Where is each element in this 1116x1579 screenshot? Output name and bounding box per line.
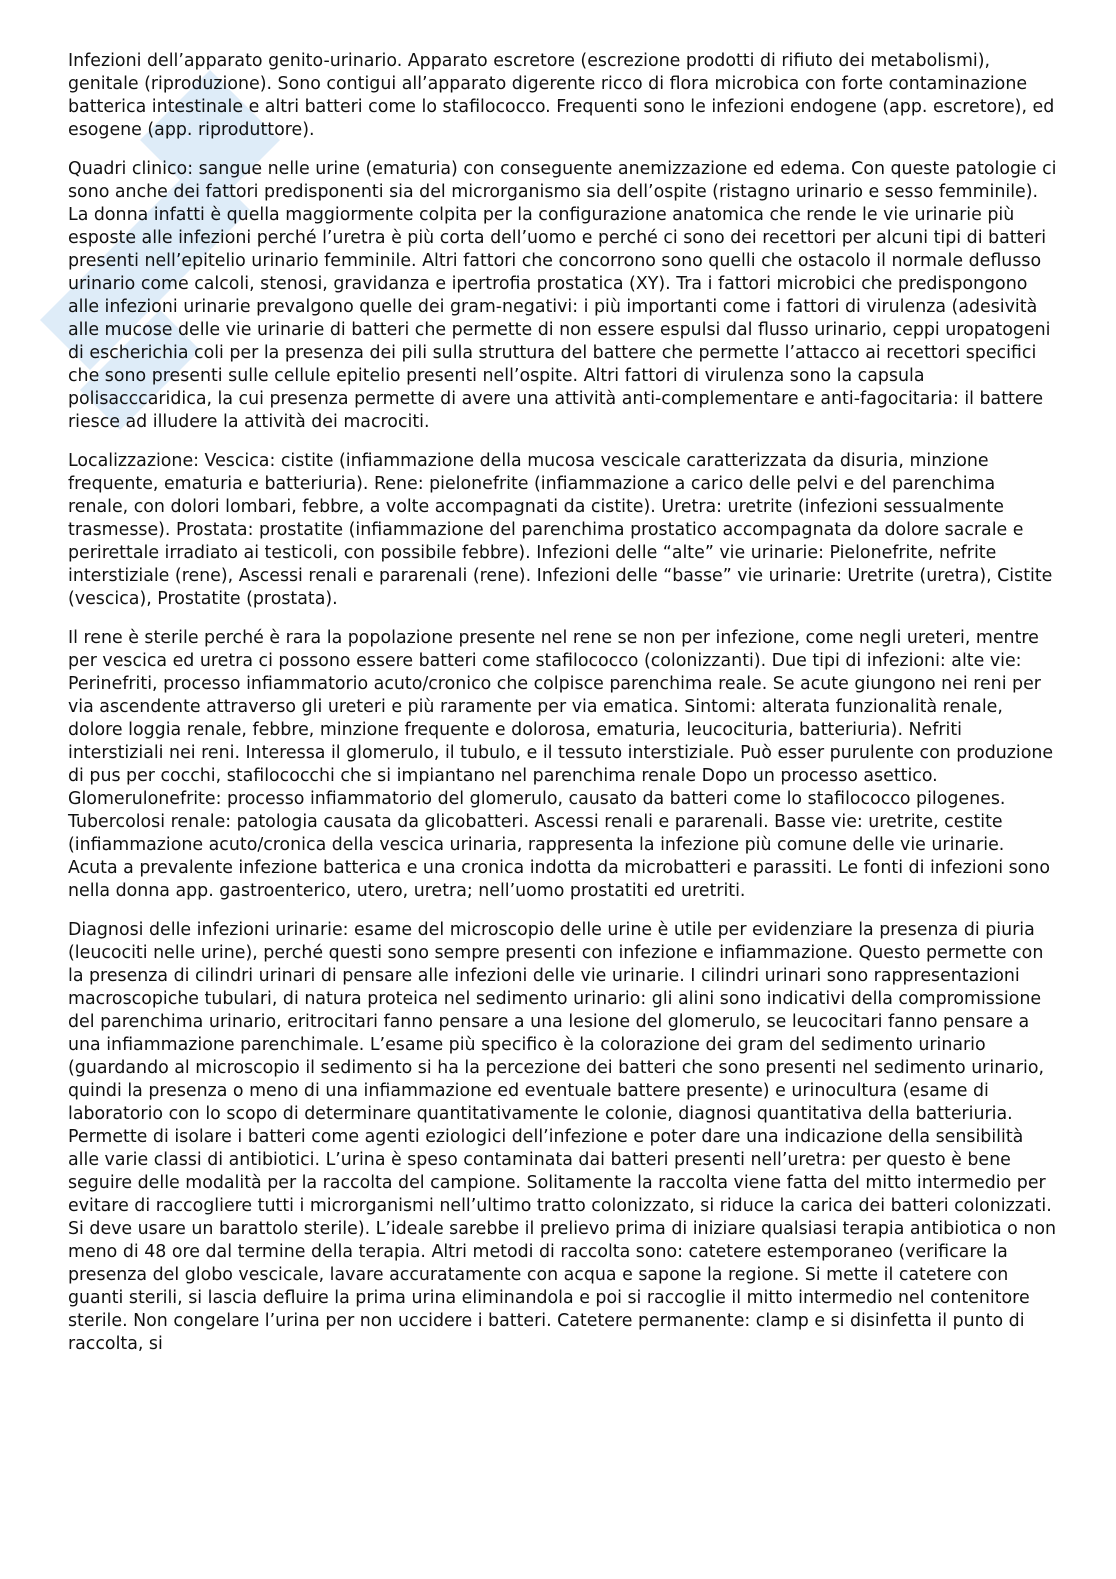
paragraph-rene: Il rene è sterile perché è rara la popolazione presente nel rene se non per infezione, come negli ureteri, mentre per vescica ed uretra ci possono essere batteri come stafilococco (colonizzanti). Due tipi di infezioni: alte vie: Perinefriti, processo infiammatorio acuto/cronico che colpisce parenchima reale. Se acute giungono nei reni per via ascendente attraverso gli ureteri e più raramente per via ematica. Sintomi: alterata funzionalità renale, dolore loggia renale, febbre, minzione frequente e dolorosa, ematuria, leucocituria, batteriuria). Nefriti interstiziali nei reni. Interessa il glomerulo, il tubulo, e il tessuto interstiziale. Può esser purulente con produzione di pus per cocchi, stafilococchi che si impiantano nel parenchima renale Dopo un processo asettico. Glomerulonefrite: processo infiammatorio del glomerulo, causato da batteri come lo stafilococco pilogenes. Tubercolosi renale: patologia causata da glicobatteri. Ascessi renali e pararenali. Basse vie: uretrite, cestite (infiammazione acuto/cronica della vescica urinaria, rappresenta la infezione più comune delle vie urinarie. Acuta a prevalente infezione batterica e una cronica indotta da microbatteri e parassiti. Le fonti di infezioni sono nella donna app. gastroenterico, utero, uretra; nell’uomo prostatiti ed uretriti.: [68, 628, 1054, 901]
paragraph-localizzazione: Localizzazione: Vescica: cistite (infiammazione della mucosa vescicale caratterizzata da disuria, minzione frequente, ematuria e batteriuria). Rene: pielonefrite (infiammazione a carico delle pelvi e del parenchima renale, con dolori lombari, febbre, a volte accompagnati da cistite). Uretra: uretrite (infezioni sessualmente trasmesse). Prostata: prostatite (infiammazione del parenchima prostatico accompagnata da dolore sacrale e perirettale irradiato ai testicoli, con possibile febbre). Infezioni delle “alte” vie urinarie: Pielonefrite, nefrite interstiziale (rene), Ascessi renali e pararenali (rene). Infezioni delle “basse” vie urinarie: Uretrite (uretra), Cistite (vescica), Prostatite (prostata).: [68, 451, 1053, 609]
paragraph-quadri-clinici: Quadri clinico: sangue nelle urine (ematuria) con conseguente anemizzazione ed edema. Con queste patologie ci sono anche dei fattori predisponenti sia del microrganismo sia dell’ospite (ristagno urinario e sesso femminile). La donna infatti è quella maggiormente colpita per la configurazione anatomica che rende le vie urinarie più esposte alle infezioni perché l’uretra è più corta dell’uomo e perché ci sono dei recettori per alcuni tipi di batteri presenti nell’epitelio urinario femminile. Altri fattori che concorrono sono quelli che ostacolo il normale deflusso urinario come calcoli, stenosi, gravidanza e ipertrofia prostatica (XY). Tra i fattori microbici che predispongono alle infezioni urinarie prevalgono quelle dei gram-negativi: i più importanti come i fattori di virulenza (adesività alle mucose delle vie urinarie di batteri che permette di non essere espulsi dal flusso urinario, ceppi uropatogeni di escherichia coli per la presenza dei pili sulla struttura del battere che permette l’attacco ai recettori specifici che sono presenti sulle cellule epitelio presenti nell’ospite. Altri fattori di virulenza sono la capsula polisacccaridica, la cui presenza permette di avere una attività anti-complementare e anti-fagocitaria: il battere riesce ad illudere la attività dei macrociti.: [68, 159, 1057, 432]
document-page: [68, 50, 1058, 1372]
paragraph-intro: Infezioni dell’apparato genito-urinario. Apparato escretore (escrezione prodotti di rifiuto dei metabolismi), genitale (riproduzione). Sono contigui all’apparato digerente ricco di flora microbica con forte contaminazione batterica intestinale e altri batteri come lo stafilococco. Frequenti sono le infezioni endogene (app. escretore), ed esogene (app. riproduttore).: [68, 51, 1055, 140]
paragraph-diagnosi: Diagnosi delle infezioni urinarie: esame del microscopio delle urine è utile per evidenziare la presenza di piuria (leucociti nelle urine), perché questi sono sempre presenti con infezione e infiammazione. Questo permette con la presenza di cilindri urinari di pensare alle infezioni delle vie urinarie. I cilindri urinari sono rappresentazioni macroscopiche tubulari, di natura proteica nel sedimento urinario: gli alini sono indicativi della compromissione del parenchima urinario, eritrocitari fanno pensare a una lesione del glomerulo, se leucocitari fanno pensare a una infiammazione parenchimale. L’esame più specifico è la colorazione dei gram del sedimento urinario (guardando al microscopio il sedimento si ha la percezione dei batteri che sono presenti nel sedimento urinario, quindi la presenza o meno di una infiammazione ed eventuale battere presente) e urinocultura (esame di laboratorio con lo scopo di determinare quantitativamente le colonie, diagnosi quantitativa della batteriuria. Permette di isolare i batteri come agenti eziologici dell’infezione e poter dare una indicazione della sensibilità alle varie classi di antibiotici. L’urina è speso contaminata dai batteri presenti nell’uretra: per questo è bene seguire delle modalità per la raccolta del campione. Solitamente la raccolta viene fatta del mitto intermedio per evitare di raccogliere tutti i microrganismi nell’ultimo tratto colonizzato, si riduce la carica dei batteri colonizzati. Si deve usare un barattolo sterile). L’ideale sarebbe il prelievo prima di iniziare qualsiasi terapia antibiotica o non meno di 48 ore dal termine della terapia. Altri metodi di raccolta sono: catetere estemporaneo (verificare la presenza del globo vescicale, lavare accuratamente con acqua e sapone la regione. Si mette il catetere con guanti sterili, si lascia defluire la prima urina eliminandola e poi si raccoglie il mitto intermedio nel contenitore sterile. Non congelare l’urina per non uccidere i batteri. Catetere permanente: clamp e si disinfetta il punto di raccolta, si: [68, 920, 1057, 1354]
